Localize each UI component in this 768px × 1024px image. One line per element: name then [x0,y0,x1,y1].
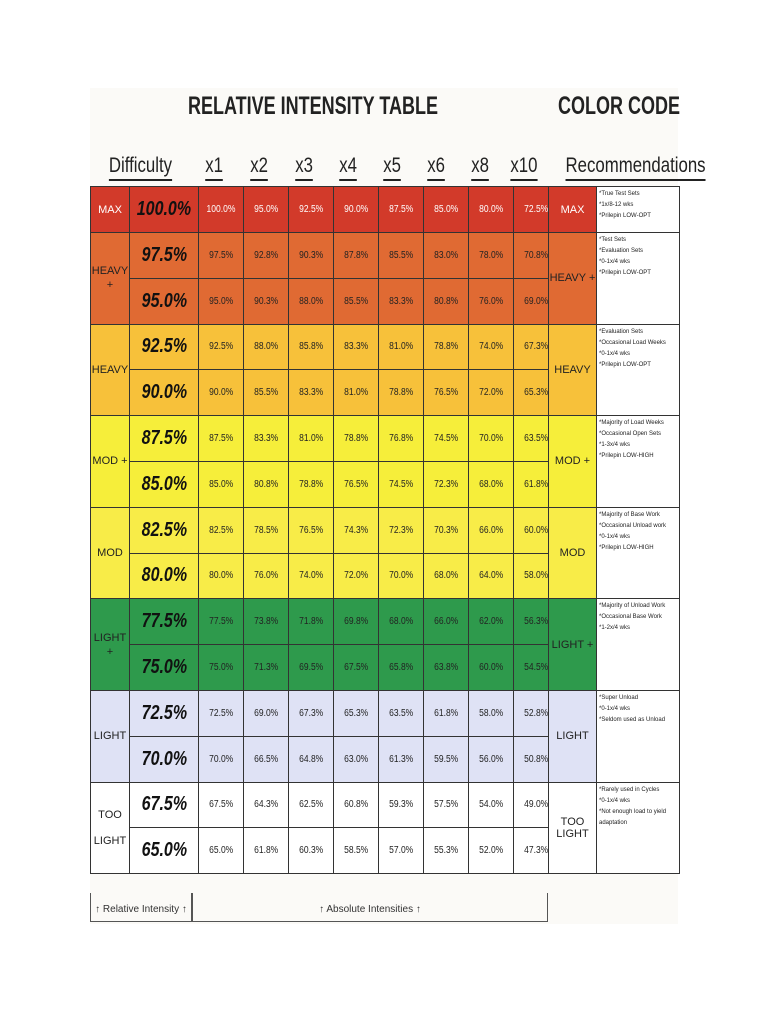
table-row [91,645,559,691]
recommendation-notes [597,782,680,874]
absolute-intensity-cell: 76.0% [468,278,513,324]
absolute-intensity-cell: 65.0% [198,828,243,874]
absolute-intensity-cell: 56.0% [468,736,513,782]
table-row [91,370,559,416]
recommendation-level-label: MOD [549,507,597,599]
absolute-intensity-cell: 74.0% [468,324,513,370]
difficulty-level-label: LIGHT [91,690,130,782]
recommendation-line: *Evaluation Sets [599,328,644,335]
recommendation-line: *True Test Sets [599,191,640,197]
recommendation-line: *0-1x/4 wks [599,350,631,357]
absolute-intensity-cell: 87.5% [378,187,423,233]
absolute-intensity-cell: 67.3% [513,324,558,370]
table-row [91,461,559,507]
absolute-intensity-cell: 57.5% [423,782,468,828]
absolute-intensity-cell: 65.3% [333,690,378,736]
absolute-intensity-cell: 83.0% [423,233,468,279]
recommendation-line: *Rarely used in Cycles [599,786,660,793]
absolute-intensity-cell: 83.3% [378,278,423,324]
relative-intensity-cell: 75.0% [130,645,199,691]
recommendation-line: *0-1x/4 wks [599,259,631,265]
absolute-intensity-cell: 87.8% [333,233,378,279]
absolute-intensity-cell: 78.8% [288,461,333,507]
absolute-intensity-cell: 75.0% [198,645,243,691]
absolute-intensity-cell: 74.3% [333,507,378,553]
absolute-intensity-cell: 52.0% [468,828,513,874]
absolute-intensity-cell: 61.3% [378,736,423,782]
col-header-x4: x4 [326,153,370,183]
recommendation-row [549,187,680,233]
relative-intensity-cell: 97.5% [130,233,199,279]
difficulty-header: Difficulty [90,153,190,183]
recommendation-line: *Prilepin LOW-OPT [599,361,651,368]
recommendation-line: adaptation [599,819,628,826]
recommendation-line: *Not enough load to yield [599,808,667,815]
absolute-intensity-cell: 88.0% [243,324,288,370]
relative-intensity-cell: 87.5% [130,416,199,462]
absolute-intensity-cell: 90.3% [288,233,333,279]
relative-intensity-cell: 100.0% [130,187,199,233]
absolute-intensity-cell: 64.3% [243,782,288,828]
absolute-intensity-cell: 61.8% [243,828,288,874]
recommendation-notes [597,187,680,233]
recommendation-line: *0-1x/4 wks [599,705,631,712]
recommendation-line: *Test Sets [599,237,627,243]
difficulty-level-label: MAX [91,187,130,233]
recommendations-table [548,186,680,874]
col-header-x10: x10 [502,153,546,183]
absolute-intensity-cell: 97.5% [198,233,243,279]
relative-intensity-cell: 92.5% [130,324,199,370]
relative-intensity-cell: 72.5% [130,690,199,736]
table-row [91,828,559,874]
absolute-intensity-cell: 69.0% [243,690,288,736]
absolute-intensity-cell: 83.3% [288,370,333,416]
col-header-x2: x2 [237,153,281,183]
absolute-intensity-cell: 92.5% [288,187,333,233]
recommendation-line: *Prilepin LOW-HIGH [599,544,654,551]
absolute-intensity-cell: 67.5% [333,645,378,691]
absolute-intensity-cell: 85.5% [243,370,288,416]
absolute-intensity-cell: 78.8% [378,370,423,416]
recommendations-header: Recommendations [548,153,674,183]
absolute-intensity-cell: 60.0% [468,645,513,691]
absolute-intensity-cell: 88.0% [288,278,333,324]
absolute-intensity-cell: 60.8% [333,782,378,828]
absolute-intensity-cell: 76.0% [243,553,288,599]
recommendation-line: *1x/8-12 wks [599,202,634,208]
recommendation-level-label: HEAVY [549,324,597,416]
absolute-intensity-cell: 80.8% [243,461,288,507]
recommendation-row [549,599,680,691]
recommendation-notes [597,507,680,599]
col-header-x1: x1 [192,153,236,183]
absolute-intensity-cell: 80.0% [468,187,513,233]
recommendation-line: *Occasional Load Weeks [599,339,666,346]
table-row [91,233,559,279]
absolute-intensity-cell: 65.8% [378,645,423,691]
recommendation-line: *Evaluation Sets [599,248,644,254]
absolute-intensity-cell: 85.0% [198,461,243,507]
absolute-intensity-cell: 66.5% [243,736,288,782]
absolute-intensity-cell: 72.0% [468,370,513,416]
col-header-x5: x5 [370,153,414,183]
absolute-intensity-cell: 74.5% [423,416,468,462]
recommendation-notes [597,690,680,782]
absolute-intensity-cell: 90.3% [243,278,288,324]
difficulty-level-label: MOD [91,507,130,599]
absolute-intensity-cell: 65.3% [513,370,558,416]
absolute-intensity-cell: 70.0% [468,416,513,462]
recommendation-line: *Occasional Unload work [599,522,667,529]
table-row [91,690,559,736]
absolute-intensity-cell: 61.8% [423,690,468,736]
absolute-intensity-cell: 95.0% [198,278,243,324]
absolute-intensity-cell: 77.5% [198,599,243,645]
recommendation-line: *0-1x/4 wks [599,797,631,804]
recommendation-row [549,233,680,325]
absolute-intensity-cell: 70.0% [378,553,423,599]
absolute-intensity-cell: 72.5% [198,690,243,736]
recommendation-line: *Occasional Base Work [599,614,662,621]
absolute-intensity-cell: 76.8% [378,416,423,462]
absolute-intensity-cell: 60.0% [513,507,558,553]
absolute-intensity-cell: 69.5% [288,645,333,691]
intensity-table [90,186,559,874]
recommendation-notes [597,599,680,691]
absolute-intensity-cell: 64.8% [288,736,333,782]
recommendation-level-label: MAX [549,187,597,233]
absolute-intensity-cell: 63.5% [513,416,558,462]
color-code-title: COLOR CODE [558,92,681,120]
absolute-intensities-footer: ↑ Absolute Intensities ↑ [192,893,548,922]
table-row [91,416,559,462]
absolute-intensity-cell: 69.0% [513,278,558,324]
table-row [91,278,559,324]
recommendation-line: *Prilepin LOW-OPT [599,270,651,276]
absolute-intensity-cell: 95.0% [243,187,288,233]
absolute-intensity-cell: 52.8% [513,690,558,736]
absolute-intensity-cell: 78.8% [423,324,468,370]
table-row [91,324,559,370]
recommendation-level-label: HEAVY + [549,233,597,325]
recommendation-line: *Occasional Open Sets [599,431,662,438]
absolute-intensity-cell: 74.5% [378,461,423,507]
table-row [91,553,559,599]
absolute-intensity-cell: 50.8% [513,736,558,782]
relative-intensity-cell: 95.0% [130,278,199,324]
col-header-x3: x3 [282,153,326,183]
absolute-intensity-cell: 47.3% [513,828,558,874]
recommendation-line: *Prilepin LOW-HIGH [599,453,654,460]
absolute-intensity-cell: 85.0% [423,187,468,233]
absolute-intensity-cell: 60.3% [288,828,333,874]
recommendation-line: *Majority of Base Work [599,511,660,518]
absolute-intensity-cell: 62.0% [468,599,513,645]
recommendation-level-label: LIGHT [549,690,597,782]
table-row [91,599,559,645]
absolute-intensity-cell: 69.8% [333,599,378,645]
absolute-intensity-cell: 76.5% [423,370,468,416]
relative-intensity-cell: 77.5% [130,599,199,645]
table-row [91,782,559,828]
relative-intensity-cell: 70.0% [130,736,199,782]
absolute-intensity-cell: 72.0% [333,553,378,599]
difficulty-level-label: HEAVY + [91,233,130,325]
relative-intensity-cell: 90.0% [130,370,199,416]
absolute-intensity-cell: 54.0% [468,782,513,828]
absolute-intensity-cell: 71.8% [288,599,333,645]
absolute-intensity-cell: 64.0% [468,553,513,599]
col-header-x6: x6 [414,153,458,183]
absolute-intensity-cell: 87.5% [198,416,243,462]
absolute-intensity-cell: 81.0% [333,370,378,416]
recommendation-line: *0-1x/4 wks [599,533,631,540]
relative-intensity-cell: 65.0% [130,828,199,874]
absolute-intensity-cell: 71.3% [243,645,288,691]
table-row [91,736,559,782]
absolute-intensity-cell: 68.0% [468,461,513,507]
absolute-intensity-cell: 70.3% [423,507,468,553]
absolute-intensity-cell: 70.0% [198,736,243,782]
recommendation-row [549,782,680,874]
relative-intensity-footer: ↑ Relative Intensity ↑ [90,893,192,922]
recommendation-line: *Majority of Load Weeks [599,420,664,427]
recommendation-level-label: LIGHT + [549,599,597,691]
relative-intensity-cell: 82.5% [130,507,199,553]
absolute-intensity-cell: 78.5% [243,507,288,553]
absolute-intensity-cell: 63.0% [333,736,378,782]
absolute-intensity-cell: 59.3% [378,782,423,828]
absolute-intensity-cell: 66.0% [468,507,513,553]
absolute-intensity-cell: 57.0% [378,828,423,874]
absolute-intensity-cell: 81.0% [288,416,333,462]
absolute-intensity-cell: 72.3% [423,461,468,507]
absolute-intensity-cell: 76.5% [333,461,378,507]
absolute-intensity-cell: 63.5% [378,690,423,736]
difficulty-level-label: HEAVY [91,324,130,416]
absolute-intensity-cell: 80.0% [198,553,243,599]
recommendation-row [549,690,680,782]
recommendation-line: *1-2x/4 wks [599,625,631,632]
table-row [91,187,559,233]
absolute-intensity-cell: 72.5% [513,187,558,233]
recommendation-line: *Majority of Unload Work [599,603,666,610]
absolute-intensity-cell: 73.8% [243,599,288,645]
absolute-intensity-cell: 59.5% [423,736,468,782]
recommendation-row [549,324,680,416]
col-header-x8: x8 [458,153,502,183]
recommendation-row [549,507,680,599]
absolute-intensity-cell: 78.0% [468,233,513,279]
absolute-intensity-cell: 56.3% [513,599,558,645]
relative-intensity-cell: 67.5% [130,782,199,828]
absolute-intensity-cell: 70.8% [513,233,558,279]
absolute-intensity-cell: 85.5% [333,278,378,324]
absolute-intensity-cell: 58.5% [333,828,378,874]
absolute-intensity-cell: 90.0% [333,187,378,233]
relative-intensity-cell: 85.0% [130,461,199,507]
absolute-intensity-cell: 74.0% [288,553,333,599]
absolute-intensity-cell: 61.8% [513,461,558,507]
recommendation-line: *Seldom used as Unload [599,716,666,723]
absolute-intensity-cell: 55.3% [423,828,468,874]
absolute-intensity-cell: 58.0% [468,690,513,736]
absolute-intensity-cell: 90.0% [198,370,243,416]
recommendation-line: *1-3x/4 wks [599,442,631,449]
absolute-intensity-cell: 72.3% [378,507,423,553]
absolute-intensity-cell: 83.3% [243,416,288,462]
absolute-intensity-cell: 100.0% [198,187,243,233]
recommendation-notes [597,416,680,508]
recommendation-row [549,416,680,508]
absolute-intensity-cell: 81.0% [378,324,423,370]
absolute-intensity-cell: 80.8% [423,278,468,324]
absolute-intensity-cell: 67.5% [198,782,243,828]
difficulty-level-label: LIGHT + [91,599,130,691]
absolute-intensity-cell: 76.5% [288,507,333,553]
absolute-intensity-cell: 58.0% [513,553,558,599]
difficulty-level-label: TOO LIGHT [91,782,130,874]
recommendation-notes [597,233,680,325]
difficulty-level-label: MOD + [91,416,130,508]
absolute-intensity-cell: 63.8% [423,645,468,691]
page-title: RELATIVE INTENSITY TABLE [188,92,439,120]
absolute-intensity-cell: 49.0% [513,782,558,828]
absolute-intensity-cell: 92.5% [198,324,243,370]
absolute-intensity-cell: 78.8% [333,416,378,462]
recommendation-line: *Super Unload [599,694,639,701]
absolute-intensity-cell: 85.5% [378,233,423,279]
absolute-intensity-cell: 62.5% [288,782,333,828]
absolute-intensity-cell: 68.0% [423,553,468,599]
absolute-intensity-cell: 82.5% [198,507,243,553]
recommendation-level-label: TOO LIGHT [549,782,597,874]
relative-intensity-cell: 80.0% [130,553,199,599]
absolute-intensity-cell: 54.5% [513,645,558,691]
table-row [91,507,559,553]
recommendation-level-label: MOD + [549,416,597,508]
absolute-intensity-cell: 83.3% [333,324,378,370]
absolute-intensity-cell: 66.0% [423,599,468,645]
recommendation-notes [597,324,680,416]
recommendation-line: *Prilepin LOW-OPT [599,213,651,219]
absolute-intensity-cell: 85.8% [288,324,333,370]
absolute-intensity-cell: 68.0% [378,599,423,645]
absolute-intensity-cell: 67.3% [288,690,333,736]
absolute-intensity-cell: 92.8% [243,233,288,279]
